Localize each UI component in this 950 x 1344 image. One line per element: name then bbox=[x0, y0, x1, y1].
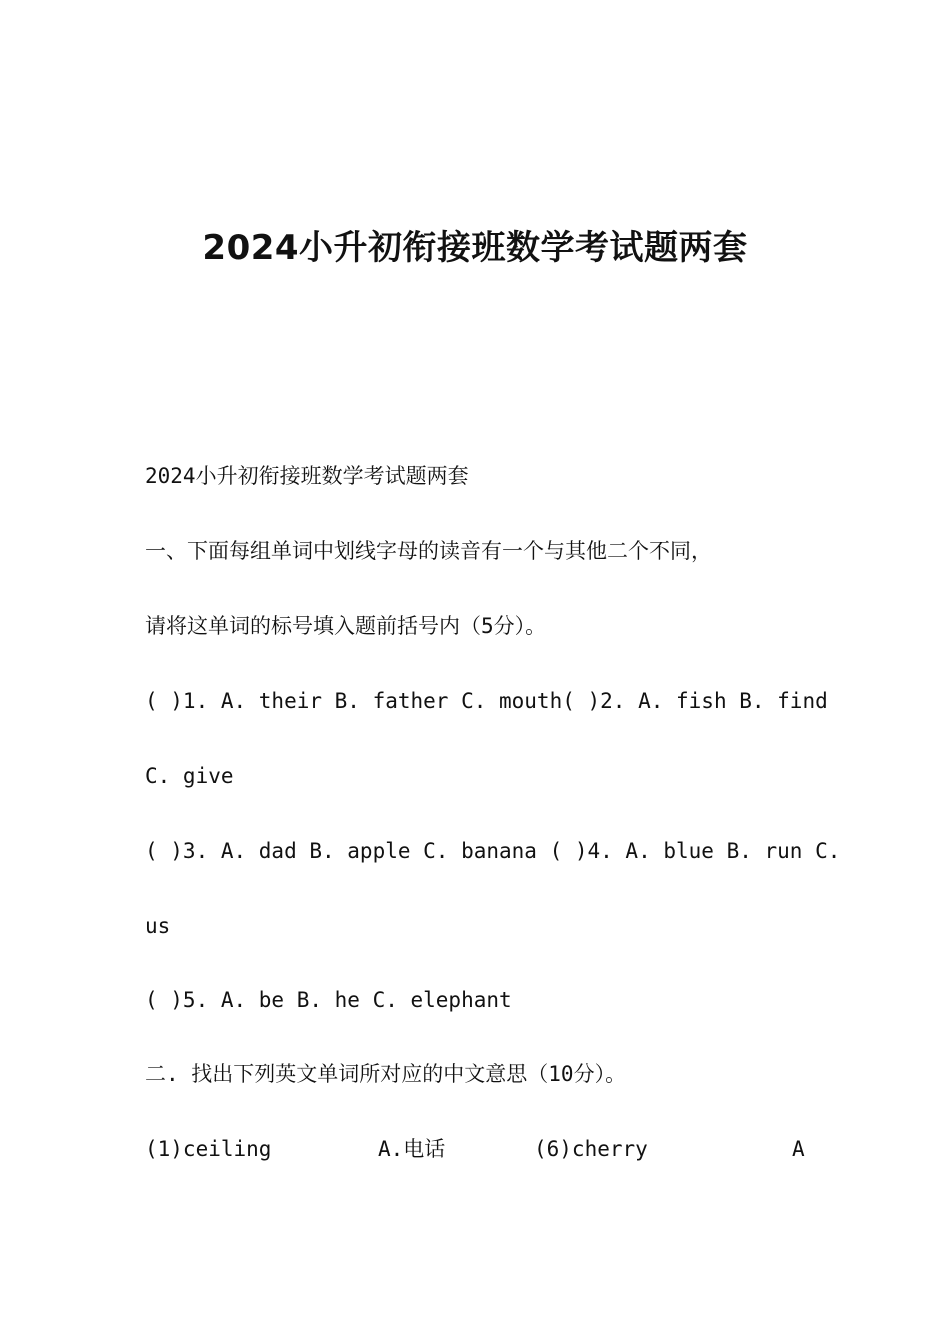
question-line-1-2: ( )1. A. their B. father C. mouth( )2. A. fish B. find bbox=[145, 689, 828, 713]
section-two-instruction: 二. 找出下列英文单词所对应的中文意思（10分）。 bbox=[145, 1062, 627, 1086]
section-one-instruction-line-2: 请将这单词的标号填入题前括号内（5分）。 bbox=[145, 614, 547, 638]
matching-word-6: (6)cherry bbox=[534, 1137, 648, 1161]
question-line-4-continued: us bbox=[145, 914, 171, 938]
document-title: 2024小升初衔接班数学考试题两套 bbox=[202, 228, 748, 268]
question-line-5: ( )5. A. be B. he C. elephant bbox=[145, 988, 512, 1012]
body-line-heading: 2024小升初衔接班数学考试题两套 bbox=[145, 464, 469, 488]
matching-option-1: A.电话 bbox=[378, 1137, 446, 1161]
question-line-2-continued: C. give bbox=[145, 764, 234, 788]
question-line-3-4: ( )3. A. dad B. apple C. banana ( )4. A. blue B. run C. bbox=[145, 839, 841, 863]
matching-word-1: (1)ceiling bbox=[145, 1137, 272, 1161]
matching-row bbox=[145, 1129, 807, 1169]
section-one-instruction-line-1: 一、下面每组单词中划线字母的读音有一个与其他二个不同， bbox=[145, 539, 712, 563]
matching-option-6: A bbox=[792, 1137, 805, 1161]
